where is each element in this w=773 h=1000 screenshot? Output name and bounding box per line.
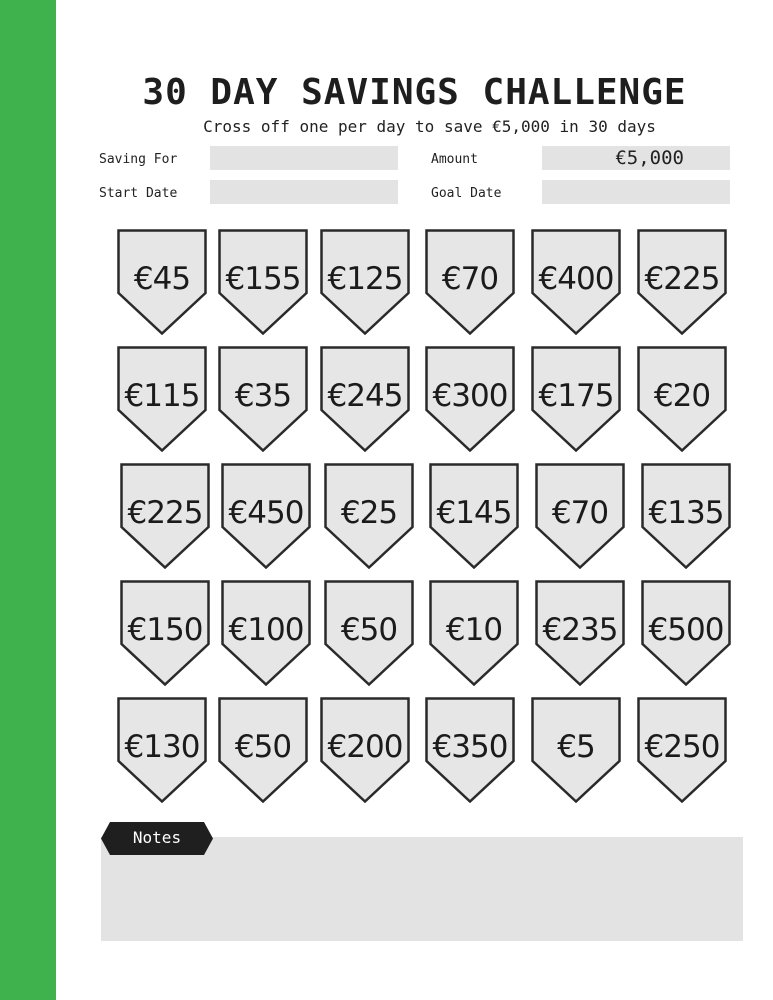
savings-badge[interactable]: [425, 346, 515, 452]
badge-amount: €175: [538, 378, 614, 414]
savings-badge[interactable]: [637, 346, 727, 452]
badge-amount: €225: [644, 261, 720, 297]
amount-label: Amount: [431, 152, 478, 167]
badge-amount: €245: [327, 378, 403, 414]
badge-amount: €200: [327, 729, 403, 765]
savings-badge[interactable]: [429, 463, 519, 569]
savings-badge[interactable]: [320, 697, 410, 803]
savings-badge[interactable]: [320, 229, 410, 335]
saving-for-label: Saving For: [99, 152, 178, 167]
page-subtitle: Cross off one per day to save €5,000 in 30 days: [203, 117, 656, 136]
savings-badge[interactable]: [324, 463, 414, 569]
badge-amount: €70: [441, 261, 499, 297]
badge-amount: €150: [127, 612, 203, 648]
savings-badge[interactable]: [531, 229, 621, 335]
amount-field[interactable]: €5,000: [542, 146, 730, 170]
badge-amount: €130: [124, 729, 200, 765]
badge-amount: €50: [340, 612, 398, 648]
savings-badge[interactable]: [117, 346, 207, 452]
savings-badge[interactable]: [218, 697, 308, 803]
savings-badge[interactable]: [425, 229, 515, 335]
savings-badge[interactable]: [120, 580, 210, 686]
savings-badge[interactable]: [425, 697, 515, 803]
savings-badge[interactable]: [120, 463, 210, 569]
saving-for-field[interactable]: [210, 146, 398, 170]
badge-amount: €45: [133, 261, 191, 297]
savings-badge[interactable]: [531, 697, 621, 803]
savings-badge[interactable]: [117, 229, 207, 335]
badge-amount: €20: [653, 378, 711, 414]
savings-badge[interactable]: [535, 580, 625, 686]
badge-amount: €450: [228, 495, 304, 531]
goal-date-field[interactable]: [542, 180, 730, 204]
savings-badge[interactable]: [221, 463, 311, 569]
badge-amount: €35: [234, 378, 292, 414]
page-title: 30 DAY SAVINGS CHALLENGE: [142, 72, 687, 113]
accent-side-bar: [0, 0, 56, 1000]
savings-badge[interactable]: [117, 697, 207, 803]
badge-amount: €225: [127, 495, 203, 531]
badge-amount: €5: [557, 729, 595, 765]
savings-badge[interactable]: [535, 463, 625, 569]
savings-badge[interactable]: [531, 346, 621, 452]
savings-badge[interactable]: [637, 229, 727, 335]
badge-amount: €250: [644, 729, 720, 765]
savings-badge[interactable]: [218, 346, 308, 452]
badge-amount: €300: [432, 378, 508, 414]
savings-badge[interactable]: [221, 580, 311, 686]
savings-badge[interactable]: [324, 580, 414, 686]
badge-amount: €70: [551, 495, 609, 531]
badge-amount: €10: [445, 612, 503, 648]
badge-amount: €125: [327, 261, 403, 297]
notes-tag: [101, 822, 213, 855]
goal-date-label: Goal Date: [431, 186, 502, 201]
badge-amount: €100: [228, 612, 304, 648]
savings-badge[interactable]: [320, 346, 410, 452]
badge-amount: €350: [432, 729, 508, 765]
savings-badge[interactable]: [218, 229, 308, 335]
badge-amount: €235: [542, 612, 618, 648]
start-date-label: Start Date: [99, 186, 178, 201]
badge-amount: €155: [225, 261, 301, 297]
badge-amount: €500: [648, 612, 724, 648]
badge-amount: €25: [340, 495, 398, 531]
badge-amount: €400: [538, 261, 614, 297]
badge-amount: €145: [436, 495, 512, 531]
badge-amount: €50: [234, 729, 292, 765]
start-date-field[interactable]: [210, 180, 398, 204]
savings-badge[interactable]: [429, 580, 519, 686]
savings-badge[interactable]: [641, 580, 731, 686]
notes-label: Notes: [132, 828, 182, 847]
badge-amount: €135: [648, 495, 724, 531]
savings-badge[interactable]: [641, 463, 731, 569]
savings-badge[interactable]: [637, 697, 727, 803]
badge-amount: €115: [124, 378, 200, 414]
